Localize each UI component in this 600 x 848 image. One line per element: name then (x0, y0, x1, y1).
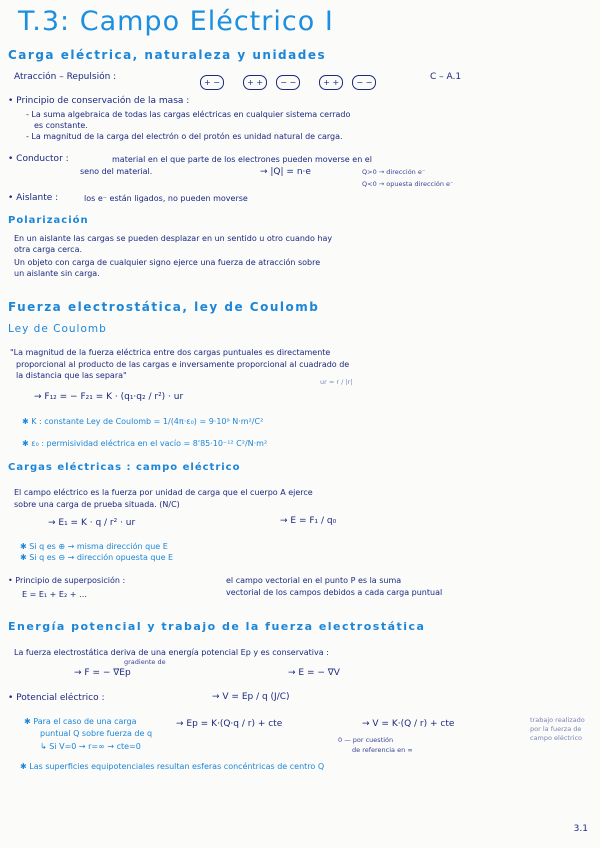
superposicion-line: vectorial de los campos debidos a cada carga puntual (226, 588, 443, 597)
reference-note: de referencia en ∞ (352, 746, 413, 754)
potencial-formula: → V = Ep / q (J/C) (212, 692, 290, 702)
polarizacion-heading: Polarización (8, 215, 89, 226)
charge-pair-icon: + + (243, 75, 267, 90)
superposicion-bullet: • Principio de superposición : (8, 576, 126, 585)
conductor-line: material en el que parte de los electrones pueden moverse en el (112, 155, 372, 164)
campo-definition-line: El campo eléctrico es la fuerza por unidad de carga que el cuerpo A ejerce (14, 488, 313, 497)
charge-unit: C – A.1 (430, 72, 462, 82)
polarizacion-line: Un objeto con carga de cualquier signo ejerce una fuerza de atracción sobre (14, 258, 321, 267)
superposicion-line: el campo vectorial en el punto P es la suma (226, 576, 402, 585)
page-number: 3.1 (573, 824, 588, 834)
reference-condition: ↳ Si V=0 → r=∞ → cte=0 (40, 742, 141, 751)
ley-coulomb-heading: Ley de Coulomb (8, 323, 107, 335)
campo-definition-line: sobre una carga de prueba situada. (N/C) (14, 500, 180, 509)
section-heading-carga: Carga eléctrica, naturaleza y unidades (8, 48, 327, 62)
potencial-bullet: • Potencial eléctrico : (8, 693, 105, 703)
section-heading-energia: Energía potencial y trabajo de la fuerza electrostática (8, 620, 426, 633)
coulomb-formula: → F₁₂ = − F₂₁ = K · (q₁·q₂ / r²) · ur (34, 392, 184, 402)
conservacion-line: - La suma algebraica de todas las cargas eléctricas en cualquier sistema cerrado (26, 110, 351, 119)
aislante-text: los e⁻ están ligados, no pueden moverse (84, 194, 248, 203)
k-definition: ✱ K : constante Ley de Coulomb = 1/(4π·ε₀) = 9·10⁹ N·m²/C² (22, 417, 264, 426)
coulomb-quote-line: la distancia que las separa" (16, 371, 127, 380)
conductor-bullet: • Conductor : (8, 154, 69, 164)
charge-pair-icon: − − (352, 75, 376, 90)
field-formula-2: → E = F₁ / q₀ (280, 516, 337, 526)
point-charge-note: ✱ Para el caso de una carga (24, 717, 137, 726)
reference-note: 0 — por cuestión (338, 736, 394, 744)
atraccion-label: Atracción – Repulsión : (14, 72, 117, 82)
charge-pair-icon: + + (319, 75, 343, 90)
polarizacion-line: En un aislante las cargas se pueden desplazar en un sentido u otro cuando hay (14, 234, 333, 243)
field-gradient-formula: → E = − ∇V (288, 668, 340, 678)
positive-charge-note: ✱ Si q es ⊕ → misma dirección que E (20, 542, 168, 551)
coulomb-quote-line: "La magnitud de la fuerza eléctrica entre dos cargas puntuales es directamente (10, 348, 331, 357)
coulomb-quote-line: proporcional al producto de las cargas e inversamente proporcional al cuadrado de (16, 360, 350, 369)
conservacion-line: - La magnitud de la carga del electrón o del protón es unidad natural de carga. (26, 132, 343, 141)
cargas-campo-heading: Cargas eléctricas : campo eléctrico (8, 462, 241, 473)
negative-charge-note: ✱ Si q es ⊖ → dirección opuesta que E (20, 553, 174, 562)
point-charge-note: puntual Q sobre fuerza de q (40, 729, 153, 738)
polarizacion-line: otra carga cerca. (14, 245, 83, 254)
q-positive-note: Q>0 → dirección e⁻ (362, 168, 426, 176)
aislante-bullet: • Aislante : (8, 193, 59, 203)
polarizacion-line: un aislante sin carga. (14, 269, 100, 278)
conservacion-bullet: • Principio de conservación de la masa : (8, 96, 190, 106)
ep-formula: → Ep = K·(Q·q / r) + cte (176, 719, 283, 729)
superposicion-sum: E = E₁ + E₂ + … (22, 590, 87, 599)
conductor-line: seno del material. (80, 167, 153, 176)
charge-icons (200, 70, 380, 90)
energia-intro: La fuerza electrostática deriva de una energía potencial Ep y es conservativa : (14, 648, 329, 657)
conductor-formula: → |Q| = n·e (260, 167, 311, 177)
charge-pair-icon: + − (200, 75, 224, 90)
gradiente-note: gradiente de (124, 658, 166, 666)
section-heading-coulomb: Fuerza electrostática, ley de Coulomb (8, 300, 320, 314)
field-formula-1: → E₁ = K · q / r² · ur (48, 518, 136, 528)
e0-definition: ✱ ε₀ : permisividad eléctrica en el vacío = 8'85·10⁻¹² C²/N·m² (22, 439, 268, 448)
v-formula: → V = K·(Q / r) + cte (362, 719, 455, 729)
force-gradient-formula: → F = − ∇Ep (74, 668, 131, 678)
q-negative-note: Q<0 → opuesta dirección e⁻ (362, 180, 454, 188)
page-title: T.3: Campo Eléctrico I (18, 6, 334, 37)
charge-pair-icon: − − (276, 75, 300, 90)
conservacion-line: es constante. (34, 121, 88, 130)
unit-vector-definition: ur = r / |r| (320, 378, 353, 386)
equipotential-note: ✱ Las superficies equipotenciales resultan esferas concéntricas de centro Q (20, 762, 325, 771)
work-side-note: trabajo realizado por la fuerza de campo eléctrico (530, 716, 585, 742)
